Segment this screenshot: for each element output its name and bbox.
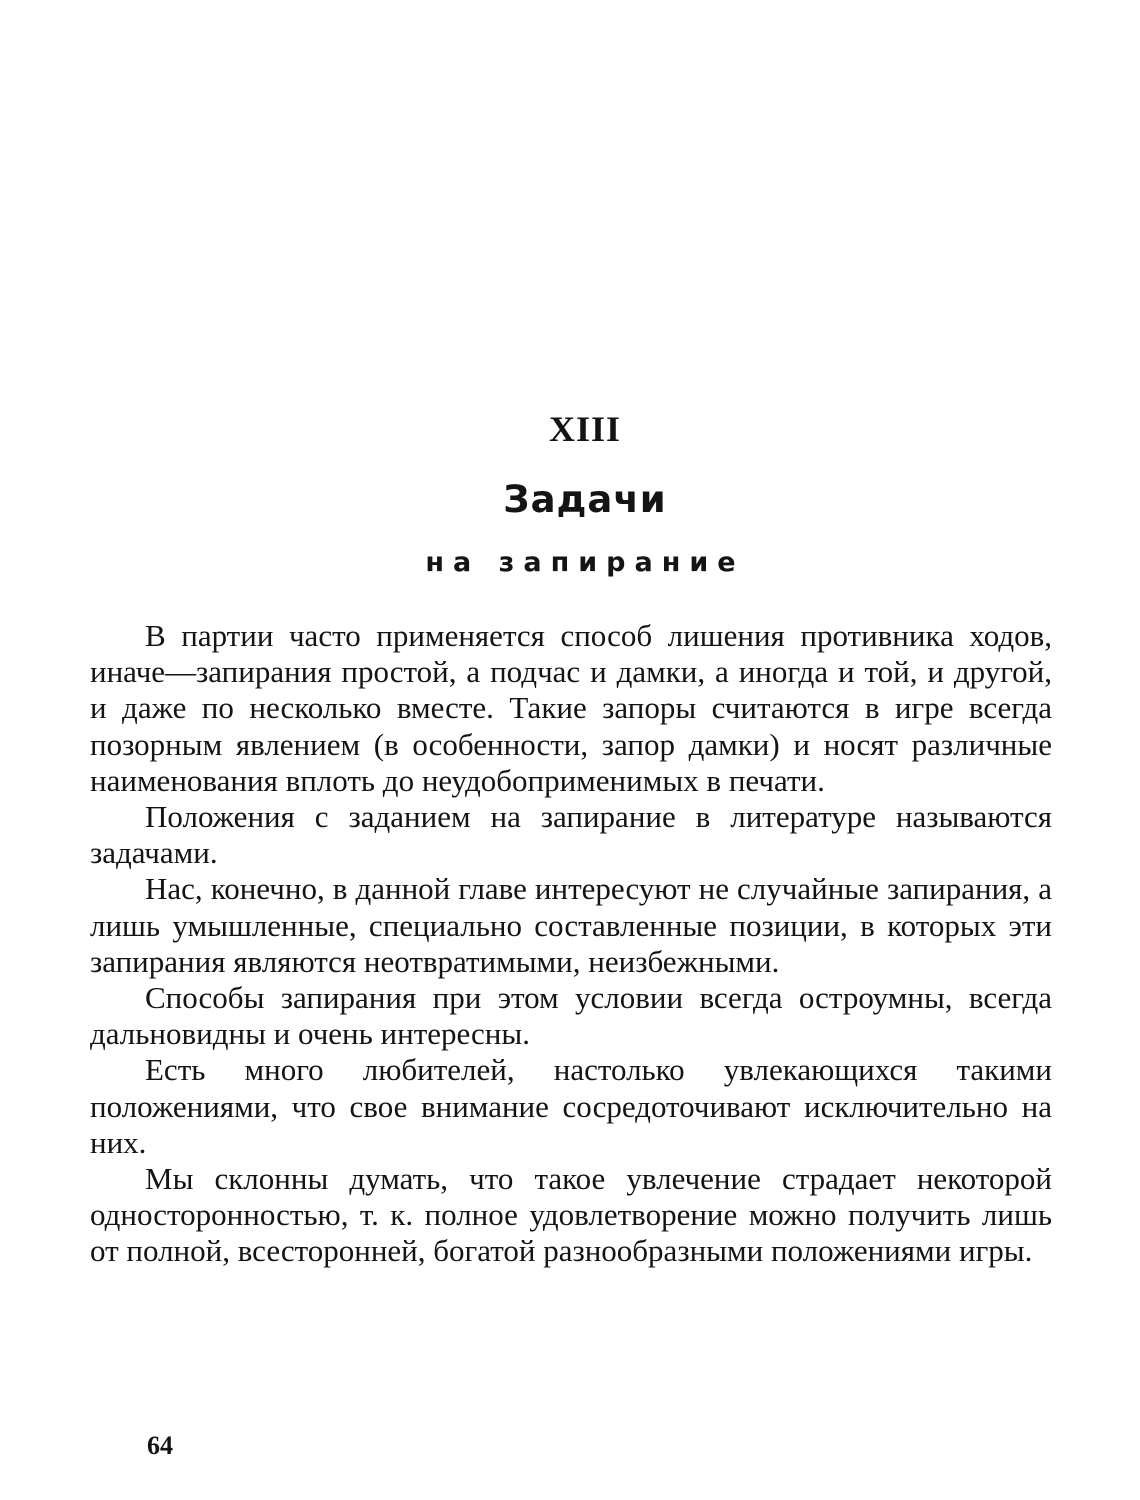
chapter-title: Задачи [503, 478, 667, 521]
chapter-subtitle: на запирание [425, 547, 745, 578]
paragraph: Нас, конечно, в данной главе интересуют не случайные запирания, а лишь умышленные, специально составленные позиции, в которых эти запирания являются неотвратимыми, неизбежными. [90, 871, 1052, 979]
page-number: 64 [147, 1431, 173, 1460]
chapter-body [90, 618, 1052, 1270]
paragraph: Есть много любителей, настолько увлекающихся такими положениями, что свое внимание сосредоточивают исключительно на них. [90, 1052, 1052, 1160]
chapter-number: XIII [548, 409, 622, 449]
paragraph: Положения с заданием на запирание в литературе называются задачами. [90, 799, 1052, 871]
paragraph: В партии часто применяется способ лишения противника ходов, иначе—запирания простой, а подчас и дамки, а иногда и той, и другой, и даже по несколько вместе. Такие запоры считаются в игре всегда позорным явлением (в особенности, запор дамки) и носят различные наименования вплоть до неудобоприменимых в печати. [90, 618, 1052, 798]
paragraph: Мы склонны думать, что такое увлечение страдает некоторой односторонностью, т. к. полное удовлетворение можно получить лишь от полной, всесторонней, богатой разнообразными положениями игры. [90, 1161, 1052, 1269]
paragraph: Способы запирания при этом условии всегда остроумны, всегда дальновидны и очень интересны. [90, 980, 1052, 1052]
